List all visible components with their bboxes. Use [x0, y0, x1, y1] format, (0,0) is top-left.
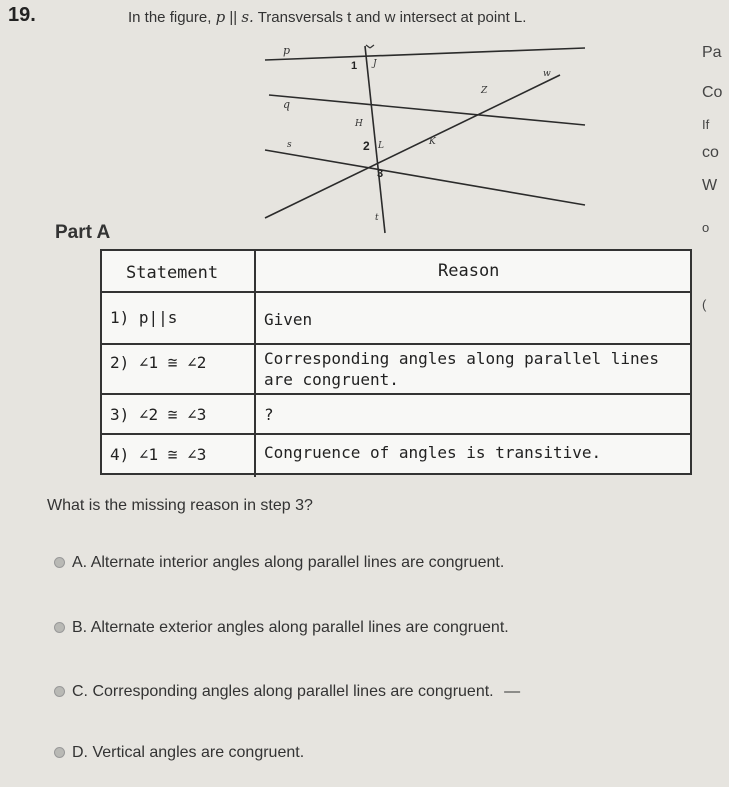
question-prompt: What is the missing reason in step 3?: [47, 497, 313, 514]
question-text: [128, 8, 526, 26]
angle-1-label: 1: [351, 60, 358, 72]
reason-cell: Given: [264, 310, 313, 329]
statement-cell: 3) ∠2 ≅ ∠3: [102, 395, 256, 435]
table-row: [102, 343, 690, 395]
var-p: p: [215, 8, 226, 26]
geometry-figure: [255, 38, 595, 238]
line-w: [265, 75, 560, 218]
reason-cell: Corresponding angles along parallel lines are congruent.: [264, 349, 659, 389]
side-clip-text: Co: [702, 84, 723, 101]
line-s: [265, 150, 585, 205]
header-reason: Reason: [438, 261, 500, 281]
option-text: Vertical angles are congruent.: [92, 744, 305, 761]
option-text: Alternate interior angles along parallel lines are congruent.: [90, 554, 505, 571]
side-clip-text: (: [702, 297, 707, 312]
question-number: 19.: [8, 4, 36, 26]
reason-cell: Congruence of angles is transitive.: [264, 443, 602, 462]
header-statement: Statement: [102, 251, 256, 291]
table-row: [102, 393, 690, 435]
label-t: t: [375, 213, 379, 223]
side-clip-text: If: [702, 117, 710, 132]
label-Z: Z: [481, 86, 488, 96]
option-letter: D.: [72, 744, 88, 761]
label-q: q: [283, 98, 291, 111]
table-header-row: [102, 251, 690, 291]
part-a-label: Part A: [55, 222, 111, 243]
angle-2-label: 2: [363, 139, 370, 153]
label-L: L: [378, 141, 384, 151]
table-row: [102, 433, 690, 477]
table-row: [102, 291, 690, 345]
label-H: H: [355, 119, 363, 129]
option-text: Alternate exterior angles along parallel lines are congruent.: [90, 619, 509, 636]
var-s: s.: [241, 8, 254, 26]
statement-cell: 2) ∠1 ≅ ∠2: [102, 345, 256, 395]
option-letter: A.: [72, 554, 88, 571]
label-K: K: [429, 137, 436, 147]
label-w: w: [543, 69, 551, 79]
statement-cell: 4) ∠1 ≅ ∠3: [102, 435, 256, 477]
angle-3-label: 3: [377, 168, 384, 180]
side-clip-text: co: [702, 144, 719, 161]
question-suffix: Transversals t and w intersect at point L.: [257, 9, 527, 26]
option-letter: B.: [72, 619, 88, 636]
side-clip-text: W: [702, 177, 718, 194]
radio-button[interactable]: [54, 747, 65, 758]
reason-cell: ?: [264, 405, 274, 424]
arrowhead: [366, 45, 374, 48]
line-q: [269, 95, 585, 125]
label-J: J: [373, 59, 377, 69]
label-p: p: [283, 44, 291, 57]
dash-mark: —: [504, 683, 521, 700]
statement-cell: 1) p||s: [102, 293, 256, 345]
proof-table: [100, 249, 692, 475]
side-clip-text: o: [702, 220, 710, 235]
option-letter: C.: [72, 683, 88, 700]
radio-button[interactable]: [54, 622, 65, 633]
line-p: [265, 48, 585, 60]
label-s: s: [287, 140, 292, 150]
parallel-symbol: ||: [229, 9, 238, 26]
option-text: Corresponding angles along parallel lines are congruent.: [92, 683, 494, 700]
radio-button[interactable]: [54, 686, 65, 697]
radio-button[interactable]: [54, 557, 65, 568]
question-prefix: In the figure,: [128, 9, 212, 26]
side-clip-text: Pa: [702, 44, 722, 61]
